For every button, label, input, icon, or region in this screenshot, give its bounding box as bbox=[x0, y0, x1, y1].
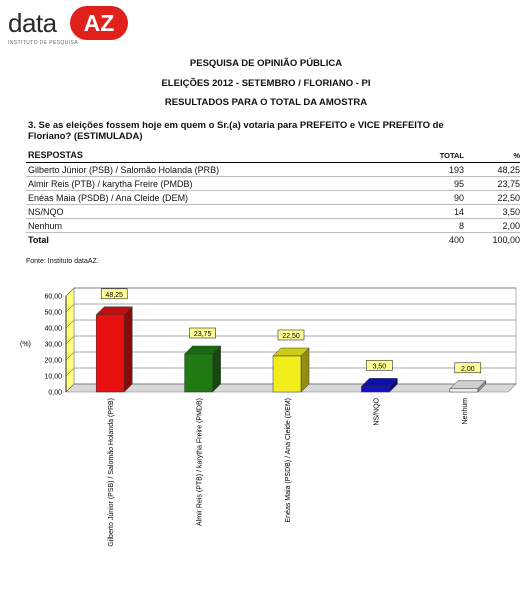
logo bbox=[6, 4, 136, 48]
x-category-label: Almir Reis (PTB) / karytha Freire (PMDB) bbox=[196, 398, 204, 526]
x-category-label: Gilberto Júnior (PSB) / Salomão Holanda (PRB) bbox=[108, 398, 116, 547]
header-total: TOTAL bbox=[416, 148, 464, 163]
report-subtitle: ELEIÇÕES 2012 - SETEMBRO / FLORIANO - PI bbox=[161, 78, 371, 89]
row-total: 95 bbox=[416, 177, 464, 191]
y-tick-label: 20,00 bbox=[44, 357, 62, 365]
bar bbox=[96, 315, 124, 392]
data-label: 2,00 bbox=[460, 365, 475, 373]
y-tick-label: 40,00 bbox=[44, 325, 62, 333]
bar bbox=[185, 354, 213, 392]
row-label: Gilberto Júnior (PSB) / Salomão Holanda (PRB) bbox=[26, 163, 416, 177]
y-tick-label: 0,00 bbox=[48, 389, 62, 397]
row-percent: 23,75 bbox=[464, 177, 520, 191]
bar-side bbox=[124, 307, 132, 392]
bar bbox=[450, 389, 478, 392]
row-percent: 2,00 bbox=[464, 219, 520, 233]
report-title: PESQUISA DE OPINIÃO PÚBLICA bbox=[189, 58, 343, 69]
report-section-title: RESULTADOS PARA O TOTAL DA AMOSTRA bbox=[164, 97, 368, 108]
y-tick-label: 50,00 bbox=[44, 309, 62, 317]
survey-question: 3. Se as eleições fossem hoje em quem o Sr.(a) votaria para PREFEITO e VICE PREFEITO de Floriano? (ESTIMULADA) bbox=[28, 120, 444, 142]
y-tick-label: 30,00 bbox=[44, 341, 62, 349]
row-total: 193 bbox=[416, 163, 464, 177]
y-tick-label: 60,00 bbox=[44, 293, 62, 301]
data-label: 48,25 bbox=[105, 291, 123, 299]
total-count: 400 bbox=[448, 235, 464, 245]
bar bbox=[273, 356, 301, 392]
row-label: NS/NQO bbox=[26, 205, 416, 219]
header-respostas: RESPOSTAS bbox=[26, 148, 416, 163]
logo-subtitle: INSTITUTO DE PESQUISA bbox=[8, 40, 78, 46]
table-row bbox=[26, 163, 520, 177]
table-total-row bbox=[26, 233, 520, 247]
row-label: Nenhum bbox=[26, 219, 416, 233]
total-percent: 100,00 bbox=[492, 235, 520, 245]
table-row bbox=[26, 191, 520, 205]
logo-prefix: data bbox=[8, 8, 57, 38]
row-label: Enéas Maia (PSDB) / Ana Cleide (DEM) bbox=[26, 191, 416, 205]
x-category-label: Nenhum bbox=[461, 398, 469, 425]
source-note: Fonte: Instituto dataAZ. bbox=[26, 258, 99, 265]
data-label: 23,75 bbox=[193, 331, 212, 338]
x-category-label: Enéas Maia (PSDB) / Ana Cleide (DEM) bbox=[285, 398, 292, 523]
logo-mark: AZ bbox=[70, 6, 128, 40]
row-percent: 22,50 bbox=[464, 191, 520, 205]
x-category-label: NS/NQO bbox=[373, 398, 381, 426]
row-percent: 48,25 bbox=[464, 163, 520, 177]
row-total: 90 bbox=[416, 191, 464, 205]
table-header-row bbox=[26, 148, 520, 163]
results-table bbox=[26, 148, 520, 246]
table-row bbox=[26, 205, 520, 219]
row-total: 8 bbox=[416, 219, 464, 233]
total-label: Total bbox=[28, 235, 49, 245]
header-percent: % bbox=[464, 148, 520, 163]
data-label: 3,50 bbox=[372, 363, 387, 371]
data-label: 22,50 bbox=[282, 333, 300, 340]
y-axis-label: (%) bbox=[20, 341, 31, 348]
row-total: 14 bbox=[416, 205, 464, 219]
bar bbox=[361, 386, 389, 392]
row-label: Almir Reis (PTB) / karytha Freire (PMDB) bbox=[26, 177, 416, 191]
row-percent: 3,50 bbox=[464, 205, 520, 219]
y-tick-label: 10,00 bbox=[44, 373, 62, 381]
table-row bbox=[26, 219, 520, 233]
table-row bbox=[26, 177, 520, 191]
bar-chart bbox=[0, 280, 532, 590]
